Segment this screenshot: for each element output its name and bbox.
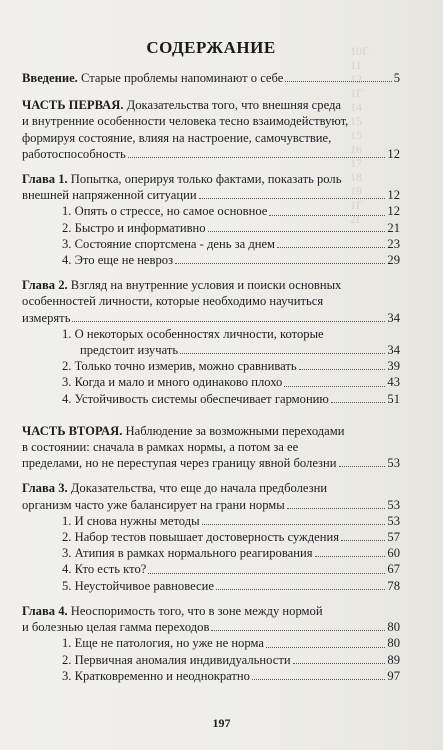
entry-text: Взгляд на внутренние условия и поиски основных [67,278,342,293]
chapter-label: Глава 3. [22,481,68,496]
entry-text: работоспособность [22,146,126,161]
toc-subentry [22,342,400,358]
toc-subentry [22,252,400,268]
toc-subentry [22,545,400,561]
toc-entry-part2 [22,423,400,472]
toc-subentry [22,513,400,529]
part-label: ЧАСТЬ ПЕРВАЯ. [22,98,124,113]
subentry-text: 1. О некоторых особенностях личности, которые [62,326,324,341]
subentry-text: предстоит изучать [80,343,179,358]
page-ref: 53 [387,513,400,528]
dot-leader [199,198,386,199]
toc-subentry [22,652,400,668]
dot-leader [208,231,386,232]
bleed-line: 18 [350,170,362,184]
bleed-line: 19 [350,184,362,198]
dot-leader [216,589,385,590]
page-ref: 78 [387,578,400,593]
page-ref: 80 [387,620,400,635]
subentry-text: 3. Кратковременно и неоднократно [62,668,250,683]
toc-subentry [22,203,400,219]
bleed-line: 10Г [350,44,369,58]
toc-subentry [22,391,400,407]
part-label: ЧАСТЬ ВТОРАЯ. [22,423,123,438]
subentry-text: 2. Первичная аномалия индивидуальности [62,652,291,667]
toc-entry-chapter2 [22,277,400,407]
toc-subentry [22,635,400,651]
page-ref: 34 [387,343,400,358]
toc-subentry [22,374,400,390]
toc-subentry [22,668,400,684]
dot-leader [315,556,386,557]
bleed-line: 1Г [350,198,363,212]
table-of-contents [22,38,400,684]
page-ref: 89 [387,652,400,667]
entry-text: Наблюдение за возможными переходами [122,423,345,438]
subentry-text: 4. Это еще не невроз [62,253,174,268]
dot-leader [128,157,386,158]
page-ref: 51 [387,391,400,406]
dot-leader [299,369,386,370]
entry-text: формируя состояние, влияя на настроение, самочувствие, [22,130,332,145]
chapter-label: Глава 2. [22,278,68,293]
page-ref: 80 [387,636,400,651]
dot-leader [284,386,385,387]
dot-leader [285,81,391,82]
entry-text: Доказательства того, что внешняя среда [123,98,341,113]
page-ref: 5 [393,71,400,85]
toc-subentry [22,578,400,594]
toc-entry-part1 [22,97,400,162]
page-ref: 43 [387,375,400,390]
page-ref: 39 [387,359,400,374]
toc-subentry [22,236,400,252]
page-ref: 53 [387,497,400,512]
dot-leader [211,630,385,631]
entry-text: Попытка, оперируя только фактами, показать роль [67,172,342,187]
dot-leader [202,524,386,525]
dot-leader [269,215,385,216]
toc-subentry [22,358,400,374]
page-ref: 57 [387,530,400,545]
intro-label: Введение. [22,71,78,85]
bleed-line: 1Г [350,86,363,100]
subentry-text: 5. Неустойчивое равновесие [62,578,214,593]
dot-leader [72,321,385,322]
page-ref: 12 [387,188,400,203]
dot-leader [277,247,385,248]
page-ref: 21 [387,220,400,235]
page-ref: 34 [387,310,400,325]
subentry-text: 4. Кто есть кто? [62,562,147,577]
page-ref: 97 [387,668,400,683]
page-ref: 29 [387,253,400,268]
subentry-text: 1. Еще не патология, но уже не норма [62,636,264,651]
page-ref: 53 [387,456,400,471]
dot-leader [339,466,386,467]
entry-text: и болезнью целая гамма переходов [22,620,210,635]
chapter-label: Глава 1. [22,172,68,187]
subentry-text: 2. Только точно измерив, можно сравнивать [62,359,297,374]
page-ref: 67 [387,562,400,577]
entry-text: и внутренние особенности человека тесно взаимодействуют, [22,114,349,129]
dot-leader [287,508,386,509]
dot-leader [252,679,385,680]
bleed-line: 11 [350,58,362,72]
entry-text: Доказательства, что еще до начала предболезни [67,481,328,496]
bleed-line: 15 [350,128,362,142]
entry-text: пределами, но не переступая через границу явной болезни [22,456,337,471]
entry-text: в состоянии: сначала в рамках нормы, а потом за ее [22,440,299,455]
bleed-line: 14 [350,100,362,114]
dot-leader [266,647,385,648]
entry-text: измерять [22,310,71,325]
toc-entry-intro [22,70,400,86]
page-ref: 60 [387,546,400,561]
dot-leader [341,540,385,541]
intro-text: Старые проблемы напоминают о себе [77,71,284,85]
toc-entry-chapter3 [22,480,400,593]
toc-subentry [22,561,400,577]
subentry-text: 1. И снова нужны методы [62,513,200,528]
subentry-text: 1. Опять о стрессе, но самое основное [62,204,268,219]
subentry-text: 4. Устойчивость системы обеспечивает гармонию [62,391,329,406]
page-number: 197 [212,716,231,730]
entry-text: внешней напряженной ситуации [22,188,197,203]
toc-subentry [22,529,400,545]
bleed-line: 17 [350,156,362,170]
page-title: СОДЕРЖАНИЕ [146,38,276,57]
subentry-text: 3. Состояние спортсмена - день за днем [62,236,276,251]
page-ref: 23 [387,236,400,251]
subentry-text: 2. Быстро и информативно [62,220,206,235]
toc-subentry [22,220,400,236]
bleed-line: 15 [350,114,362,128]
entry-text: особенностей личности, которые необходимо научиться [22,294,324,309]
bleed-line: 2Г [350,212,363,226]
bleed-line: 16 [350,142,362,156]
entry-text: Неоспоримость того, что в зоне между нормой [67,603,323,618]
dot-leader [293,663,386,664]
entry-text: организм часто уже балансирует на грани нормы [22,497,285,512]
subentry-text: 3. Атипия в рамках нормального реагирования [62,546,313,561]
dot-leader [175,263,385,264]
page-ref: 12 [387,146,400,161]
subentry-text: 2. Набор тестов повышает достоверность суждения [62,530,339,545]
dot-leader [148,573,385,574]
chapter-label: Глава 4. [22,603,68,618]
bleed-line: 12 [350,72,362,86]
toc-entry-chapter1 [22,171,400,268]
dot-leader [180,353,385,354]
subentry-text: 3. Когда и мало и много одинаково плохо [62,375,283,390]
page-ref: 12 [387,204,400,219]
toc-entry-chapter4 [22,603,400,684]
dot-leader [331,402,386,403]
